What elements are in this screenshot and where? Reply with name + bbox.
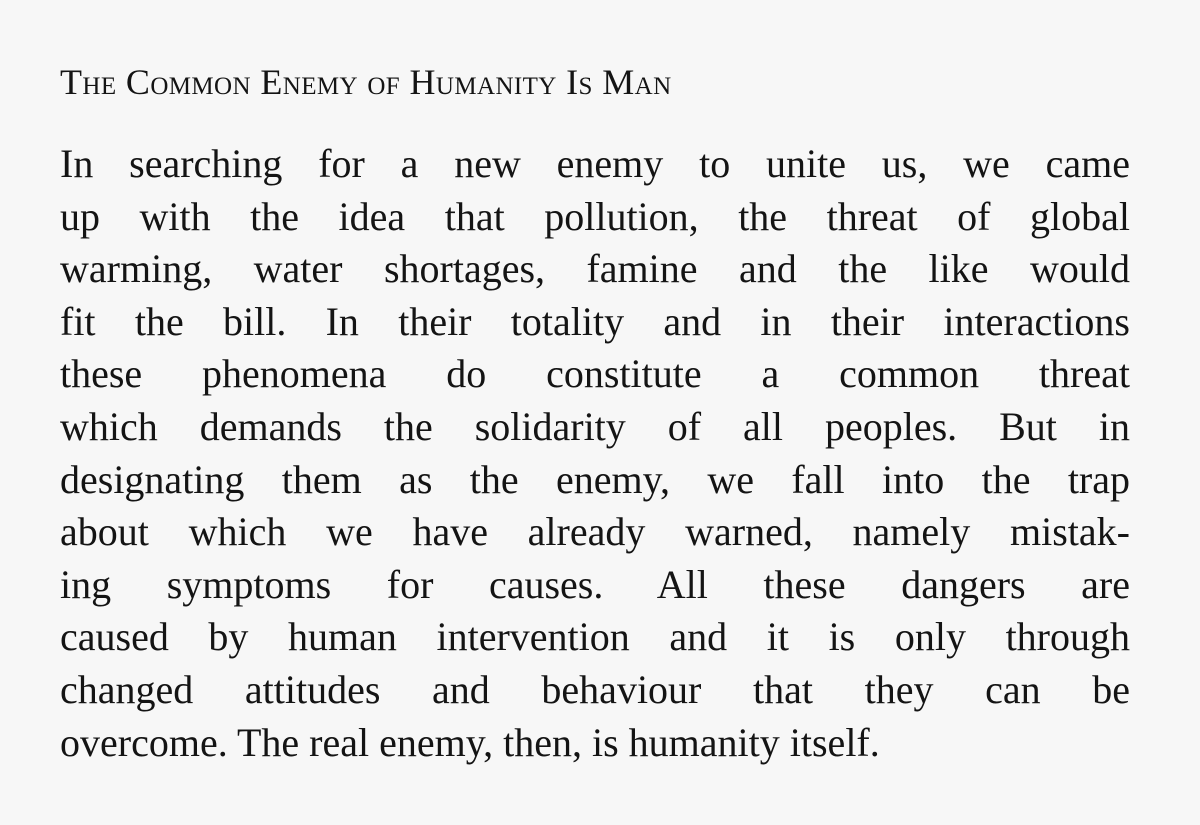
paragraph-line: designating them as the enemy, we fall into the trap [60,456,1130,502]
paragraph-line: warming, water shortages, famine and the like would [60,246,1130,292]
paragraph-line: about which we have already warned, namely mistak- [60,509,1130,555]
paragraph-line: ing symptoms for causes. All these dangers are [60,561,1130,607]
paragraph-line: In searching for a new enemy to unite us, we came [60,141,1130,186]
paragraph-line: overcome. The real enemy, then, is humanity itself. [60,719,880,765]
paragraph-line: fit the bill. In their totality and in their interactions [60,298,1130,344]
paragraph-line: changed attitudes and behaviour that they can be [60,666,1130,712]
body-paragraph [60,138,1130,769]
section-heading: The Common Enemy of Humanity Is Man [60,62,672,102]
paragraph-line: caused by human intervention and it is only through [60,614,1130,660]
paragraph-line: these phenomena do constitute a common threat [60,351,1130,397]
paragraph-line: which demands the solidarity of all peoples. But in [60,403,1130,449]
paragraph-line: up with the idea that pollution, the threat of global [60,193,1130,239]
